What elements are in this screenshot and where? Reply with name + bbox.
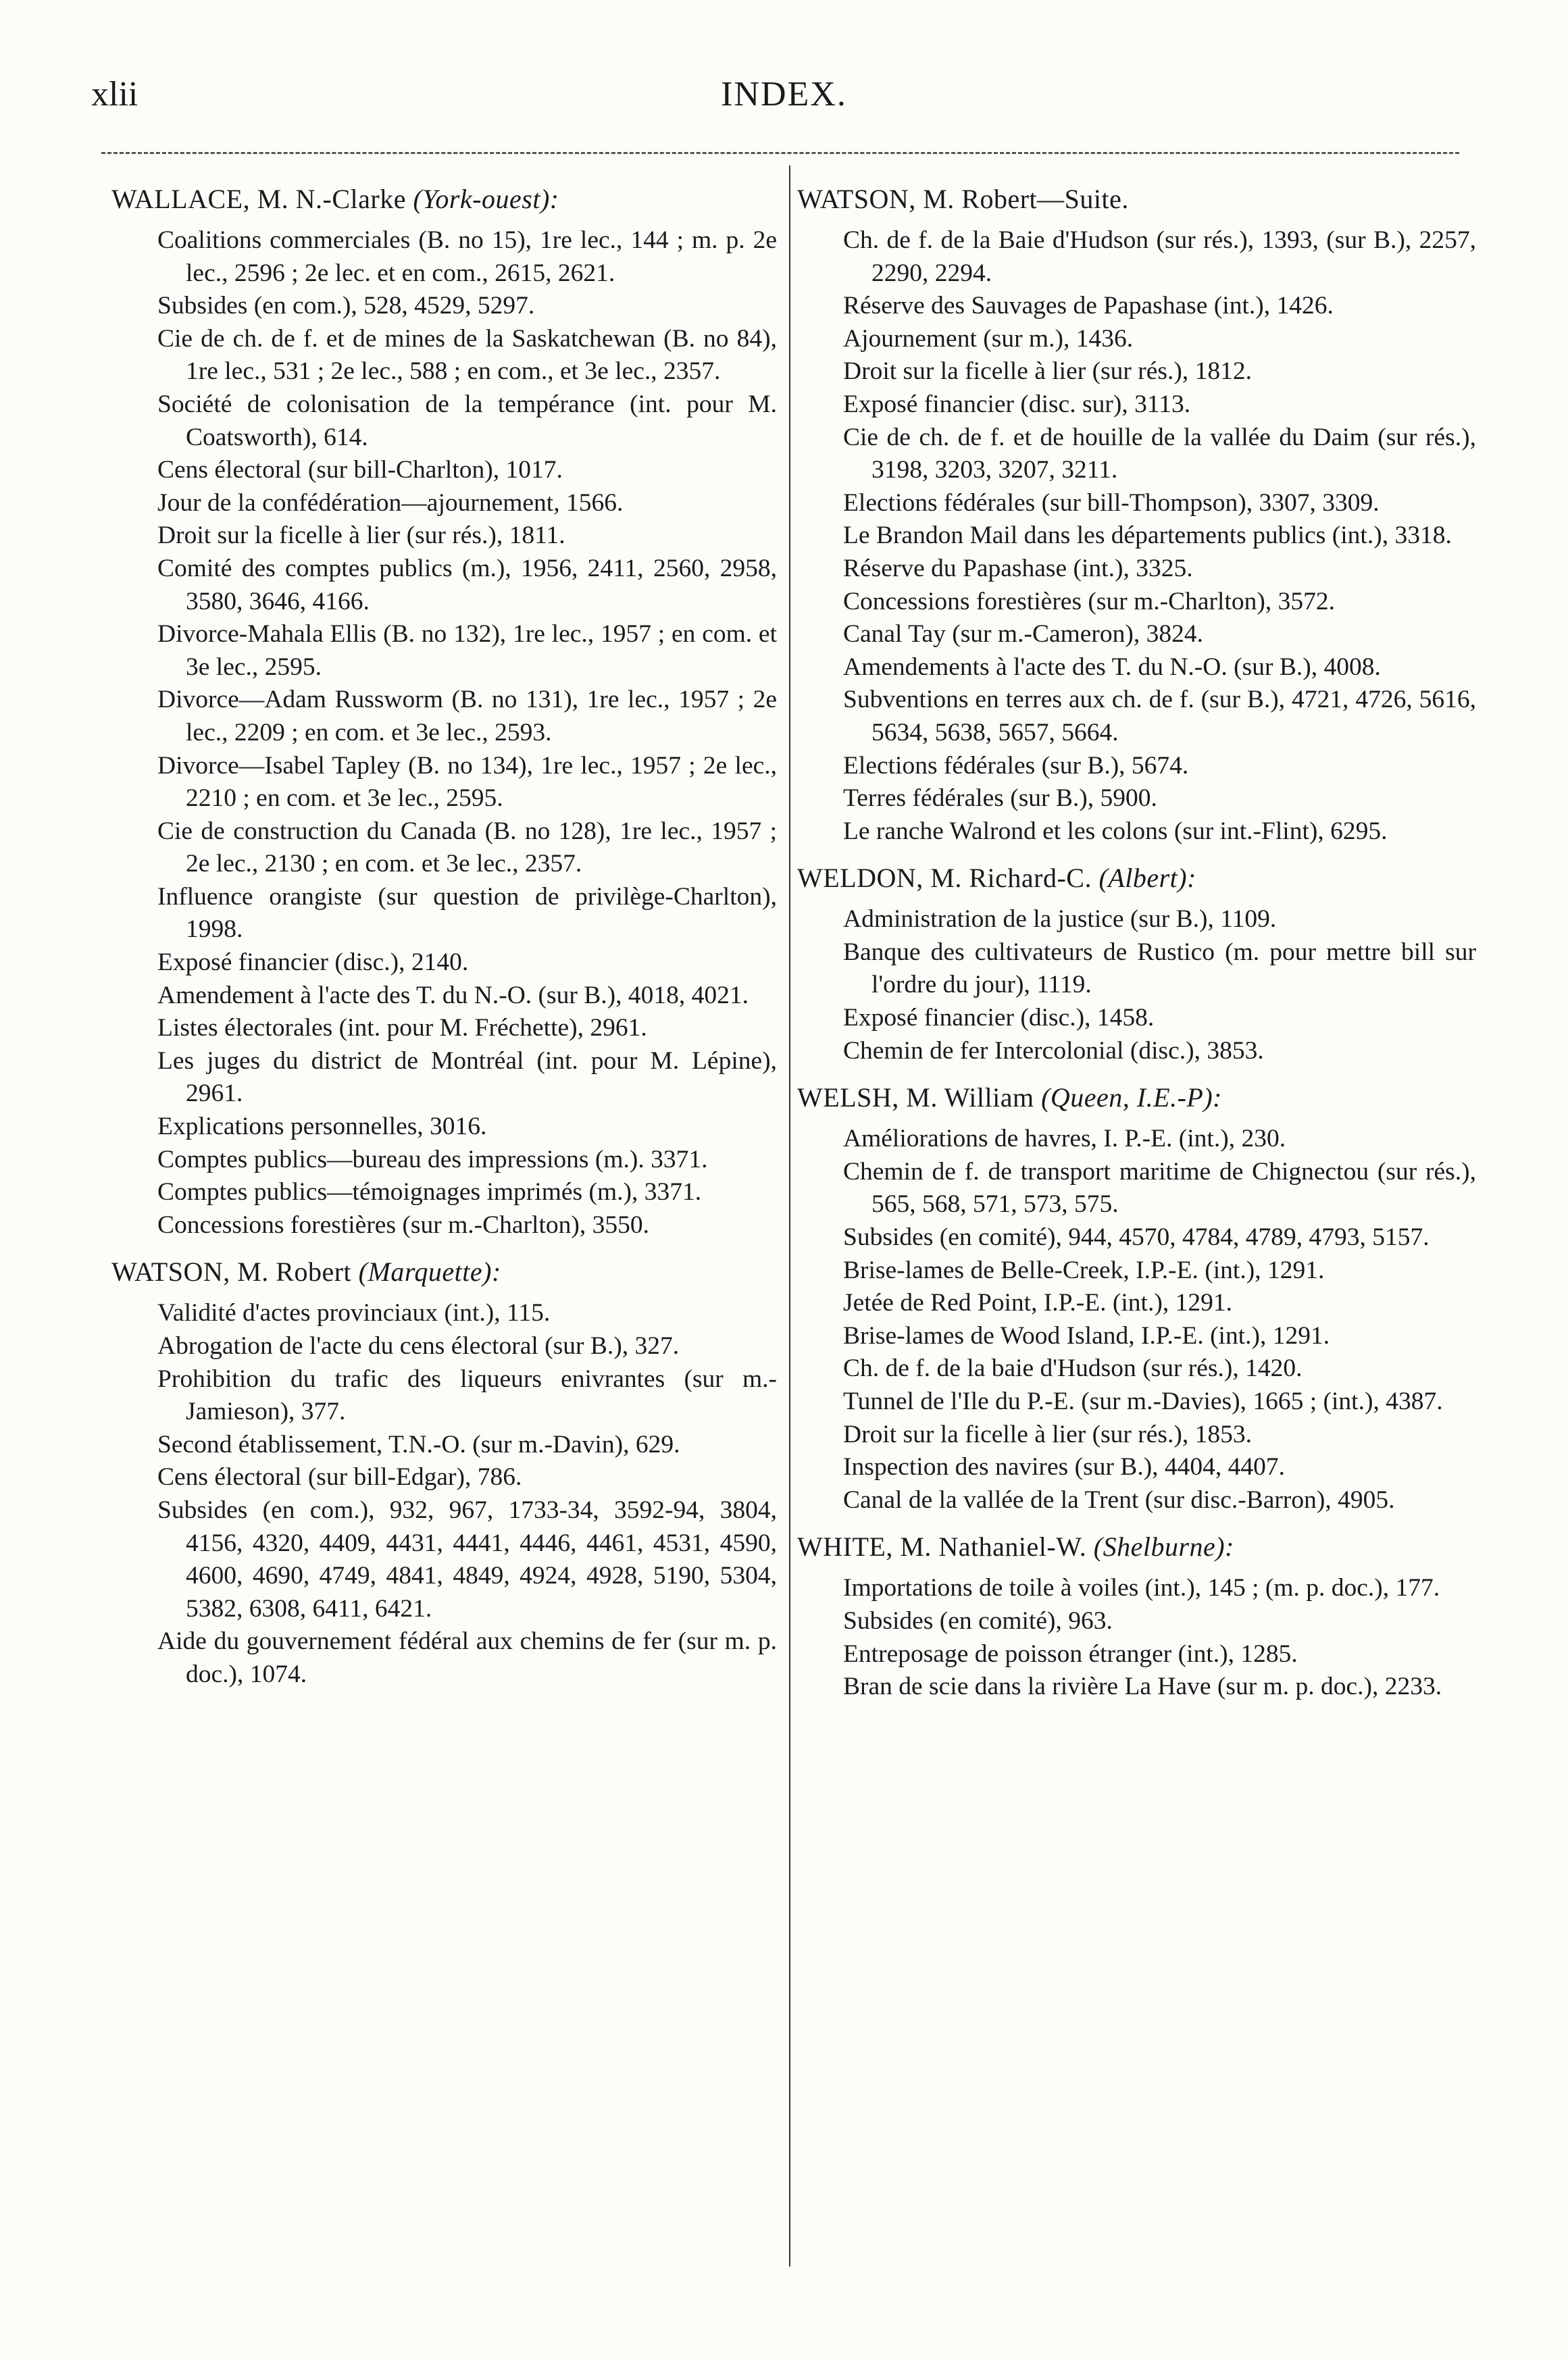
entry-items	[111, 224, 777, 1242]
entry-heading	[111, 1255, 777, 1289]
index-item: Influence orangiste (sur question de privilège-Charlton), 1998.	[157, 882, 777, 944]
entry-heading	[797, 861, 1476, 895]
index-item: Amendements à l'acte des T. du N.-O. (sur B.), 4008.	[843, 653, 1381, 681]
index-item: Chemin de f. de transport maritime de Chignectou (sur rés.), 565, 568, 571, 573, 575.	[843, 1157, 1476, 1219]
header-rule	[101, 152, 1459, 157]
index-item: Coalitions commerciales (B. no 15), 1re lec., 144 ; m. p. 2e lec., 2596 ; 2e lec. et en com., 2615, 2621.	[157, 226, 777, 287]
index-item: Exposé financier (disc.), 2140.	[157, 948, 469, 977]
index-item: Subventions en terres aux ch. de f. (sur B.), 4721, 4726, 5616, 5634, 5638, 5657, 5664.	[843, 686, 1476, 746]
index-item: Concessions forestières (sur m.-Charlton), 3572.	[843, 587, 1335, 615]
entry-heading	[797, 1530, 1476, 1564]
index-item: Validité d'actes provinciaux (int.), 115.	[157, 1299, 551, 1327]
index-item: Droit sur la ficelle à lier (sur rés.), 1812.	[843, 357, 1252, 386]
constituency: (York-ouest):	[413, 184, 559, 214]
index-item: Le Brandon Mail dans les départements publics (int.), 3318.	[843, 522, 1452, 550]
member-name: WATSON, M. Robert—Suite.	[797, 184, 1129, 214]
index-item: Elections fédérales (sur B.), 5674.	[843, 751, 1189, 780]
index-item: Exposé financier (disc.), 1458.	[843, 1004, 1155, 1032]
entry-items	[797, 224, 1476, 848]
member-name: WELDON, M. Richard-C.	[797, 863, 1092, 894]
constituency: (Albert):	[1098, 863, 1196, 894]
constituency: (Shelburne):	[1093, 1531, 1234, 1563]
index-item: Administration de la justice (sur B.), 1109.	[843, 905, 1277, 934]
index-entry	[111, 182, 777, 1242]
member-name: WHITE, M. Nathaniel-W.	[797, 1531, 1087, 1563]
index-item: Cens électoral (sur bill-Charlton), 1017.	[157, 456, 563, 484]
index-item: Le ranche Walrond et les colons (sur int.-Flint), 6295.	[843, 817, 1388, 845]
column-divider	[789, 166, 790, 2266]
index-item: Cie de construction du Canada (B. no 128), 1re lec., 1957 ; 2e lec., 2130 ; en com. et 3e lec., 2357.	[157, 817, 777, 878]
index-item: Jetée de Red Point, I.P.-E. (int.), 1291.	[843, 1289, 1232, 1317]
index-item: Listes électorales (int. pour M. Fréchette), 2961.	[157, 1014, 647, 1042]
index-item: Droit sur la ficelle à lier (sur rés.), 1853.	[843, 1420, 1252, 1448]
page-title: INDEX.	[721, 75, 847, 113]
index-item: Comptes publics—bureau des impressions (m.). 3371.	[157, 1145, 708, 1173]
index-item: Aide du gouvernement fédéral aux chemins de fer (sur m. p. doc.), 1074.	[157, 1627, 777, 1688]
index-item: Comptes publics—témoignages imprimés (m.), 3371.	[157, 1178, 702, 1207]
index-item: Ajournement (sur m.), 1436.	[843, 324, 1134, 353]
index-item: Tunnel de l'Ile du P.-E. (sur m.-Davies), 1665 ; (int.), 4387.	[843, 1388, 1443, 1415]
index-item: Second établissement, T.N.-O. (sur m.-Davin), 629.	[157, 1430, 680, 1458]
index-item: Jour de la confédération—ajournement, 1566.	[157, 488, 624, 517]
constituency: (Marquette):	[358, 1257, 501, 1288]
index-item: Brise-lames de Belle-Creek, I.P.-E. (int.), 1291.	[843, 1256, 1325, 1284]
member-name: WALLACE, M. N.-Clarke	[111, 184, 406, 214]
index-item: Canal de la vallée de la Trent (sur disc.-Barron), 4905.	[843, 1486, 1395, 1514]
index-entry	[797, 861, 1476, 1067]
entry-heading	[797, 1081, 1476, 1115]
index-item: Elections fédérales (sur bill-Thompson), 3307, 3309.	[843, 488, 1380, 517]
index-item: Droit sur la ficelle à lier (sur rés.), 1811.	[157, 522, 565, 550]
index-item: Ch. de f. de la baie d'Hudson (sur rés.), 1420.	[843, 1354, 1303, 1383]
index-item: Divorce-Mahala Ellis (B. no 132), 1re lec., 1957 ; en com. et 3e lec., 2595.	[157, 620, 777, 681]
index-item: Chemin de fer Intercolonial (disc.), 3853.	[843, 1036, 1264, 1065]
index-item: Inspection des navires (sur B.), 4404, 4407.	[843, 1453, 1286, 1481]
member-name: WATSON, M. Robert	[111, 1257, 352, 1288]
index-item: Explications personnelles, 3016.	[157, 1113, 487, 1141]
index-item: Subsides (en com.), 932, 967, 1733-34, 3592-94, 3804, 4156, 4320, 4409, 4431, 4441, 4446, 4461, 4531, 4590, 4600, 4690, 4749, 4841, 4849, 4924, 4928, 5190, 5304, 5382, 6308, 6411, 6421.	[157, 1496, 777, 1623]
index-item: Améliorations de havres, I. P.-E. (int.), 230.	[843, 1125, 1286, 1153]
index-item: Prohibition du trafic des liqueurs enivrantes (sur m.-Jamieson), 377.	[157, 1365, 777, 1426]
index-item: Brise-lames de Wood Island, I.P.-E. (int.), 1291.	[843, 1321, 1330, 1350]
page-header	[91, 74, 1477, 128]
index-item: Banque des cultivateurs de Rustico (m. pour mettre bill sur l'ordre du jour), 1119.	[843, 938, 1476, 999]
index-item: Subsides (en comité), 944, 4570, 4784, 4789, 4793, 5157.	[843, 1223, 1430, 1252]
index-entry	[797, 1081, 1476, 1517]
index-item: Terres fédérales (sur B.), 5900.	[843, 784, 1157, 813]
index-item: Canal Tay (sur m.-Cameron), 3824.	[843, 620, 1204, 649]
index-item: Les juges du district de Montréal (int. pour M. Lépine), 2961.	[157, 1046, 777, 1108]
index-item: Ch. de f. de la Baie d'Hudson (sur rés.), 1393, (sur B.), 2257, 2290, 2294.	[843, 226, 1476, 287]
entry-heading	[797, 182, 1476, 216]
member-name: WELSH, M. William	[797, 1082, 1034, 1113]
entry-items	[797, 1572, 1476, 1703]
index-entry	[797, 1530, 1476, 1703]
index-item: Société de colonisation de la tempérance (int. pour M. Coatsworth), 614.	[157, 390, 777, 451]
index-item: Entreposage de poisson étranger (int.), 1285.	[843, 1640, 1298, 1668]
index-item: Réserve du Papashase (int.), 3325.	[843, 554, 1193, 582]
right-column	[797, 182, 1476, 1717]
index-item: Comité des comptes publics (m.), 1956, 2411, 2560, 2958, 3580, 3646, 4166.	[157, 554, 777, 615]
left-column	[111, 182, 777, 1705]
index-item: Bran de scie dans la rivière La Have (sur m. p. doc.), 2233.	[843, 1673, 1442, 1701]
index-item: Amendement à l'acte des T. du N.-O. (sur B.), 4018, 4021.	[157, 981, 749, 1009]
index-item: Divorce—Isabel Tapley (B. no 134), 1re lec., 1957 ; 2e lec., 2210 ; en com. et 3e lec., 2595.	[157, 751, 777, 813]
index-item: Exposé financier (disc. sur), 3113.	[843, 390, 1191, 418]
index-item: Subsides (en com.), 528, 4529, 5297.	[157, 292, 535, 320]
index-item: Abrogation de l'acte du cens électoral (sur B.), 327.	[157, 1332, 680, 1360]
page-number: xlii	[91, 75, 138, 113]
entry-items	[797, 903, 1476, 1067]
index-item: Cie de ch. de f. et de mines de la Saskatchewan (B. no 84), 1re lec., 531 ; 2e lec., 588 ; en com., et 3e lec., 2357.	[157, 324, 777, 386]
index-item: Réserve des Sauvages de Papashase (int.), 1426.	[843, 292, 1334, 320]
entry-heading	[111, 182, 777, 216]
index-item: Divorce—Adam Russworm (B. no 131), 1re lec., 1957 ; 2e lec., 2209 ; en com. et 3e lec., 2593.	[157, 686, 777, 746]
index-item: Concessions forestières (sur m.-Charlton), 3550.	[157, 1211, 649, 1239]
index-item: Cens électoral (sur bill-Edgar), 786.	[157, 1463, 522, 1492]
index-item: Subsides (en comité), 963.	[843, 1606, 1113, 1635]
constituency: (Queen, I.E.-P):	[1041, 1082, 1222, 1113]
index-entry	[797, 182, 1476, 848]
index-item: Importations de toile à voiles (int.), 145 ; (m. p. doc.), 177.	[843, 1574, 1440, 1602]
index-item: Cie de ch. de f. et de houille de la vallée du Daim (sur rés.), 3198, 3203, 3207, 3211.	[843, 423, 1476, 484]
entry-items	[797, 1123, 1476, 1517]
entry-items	[111, 1297, 777, 1691]
index-entry	[111, 1255, 777, 1691]
